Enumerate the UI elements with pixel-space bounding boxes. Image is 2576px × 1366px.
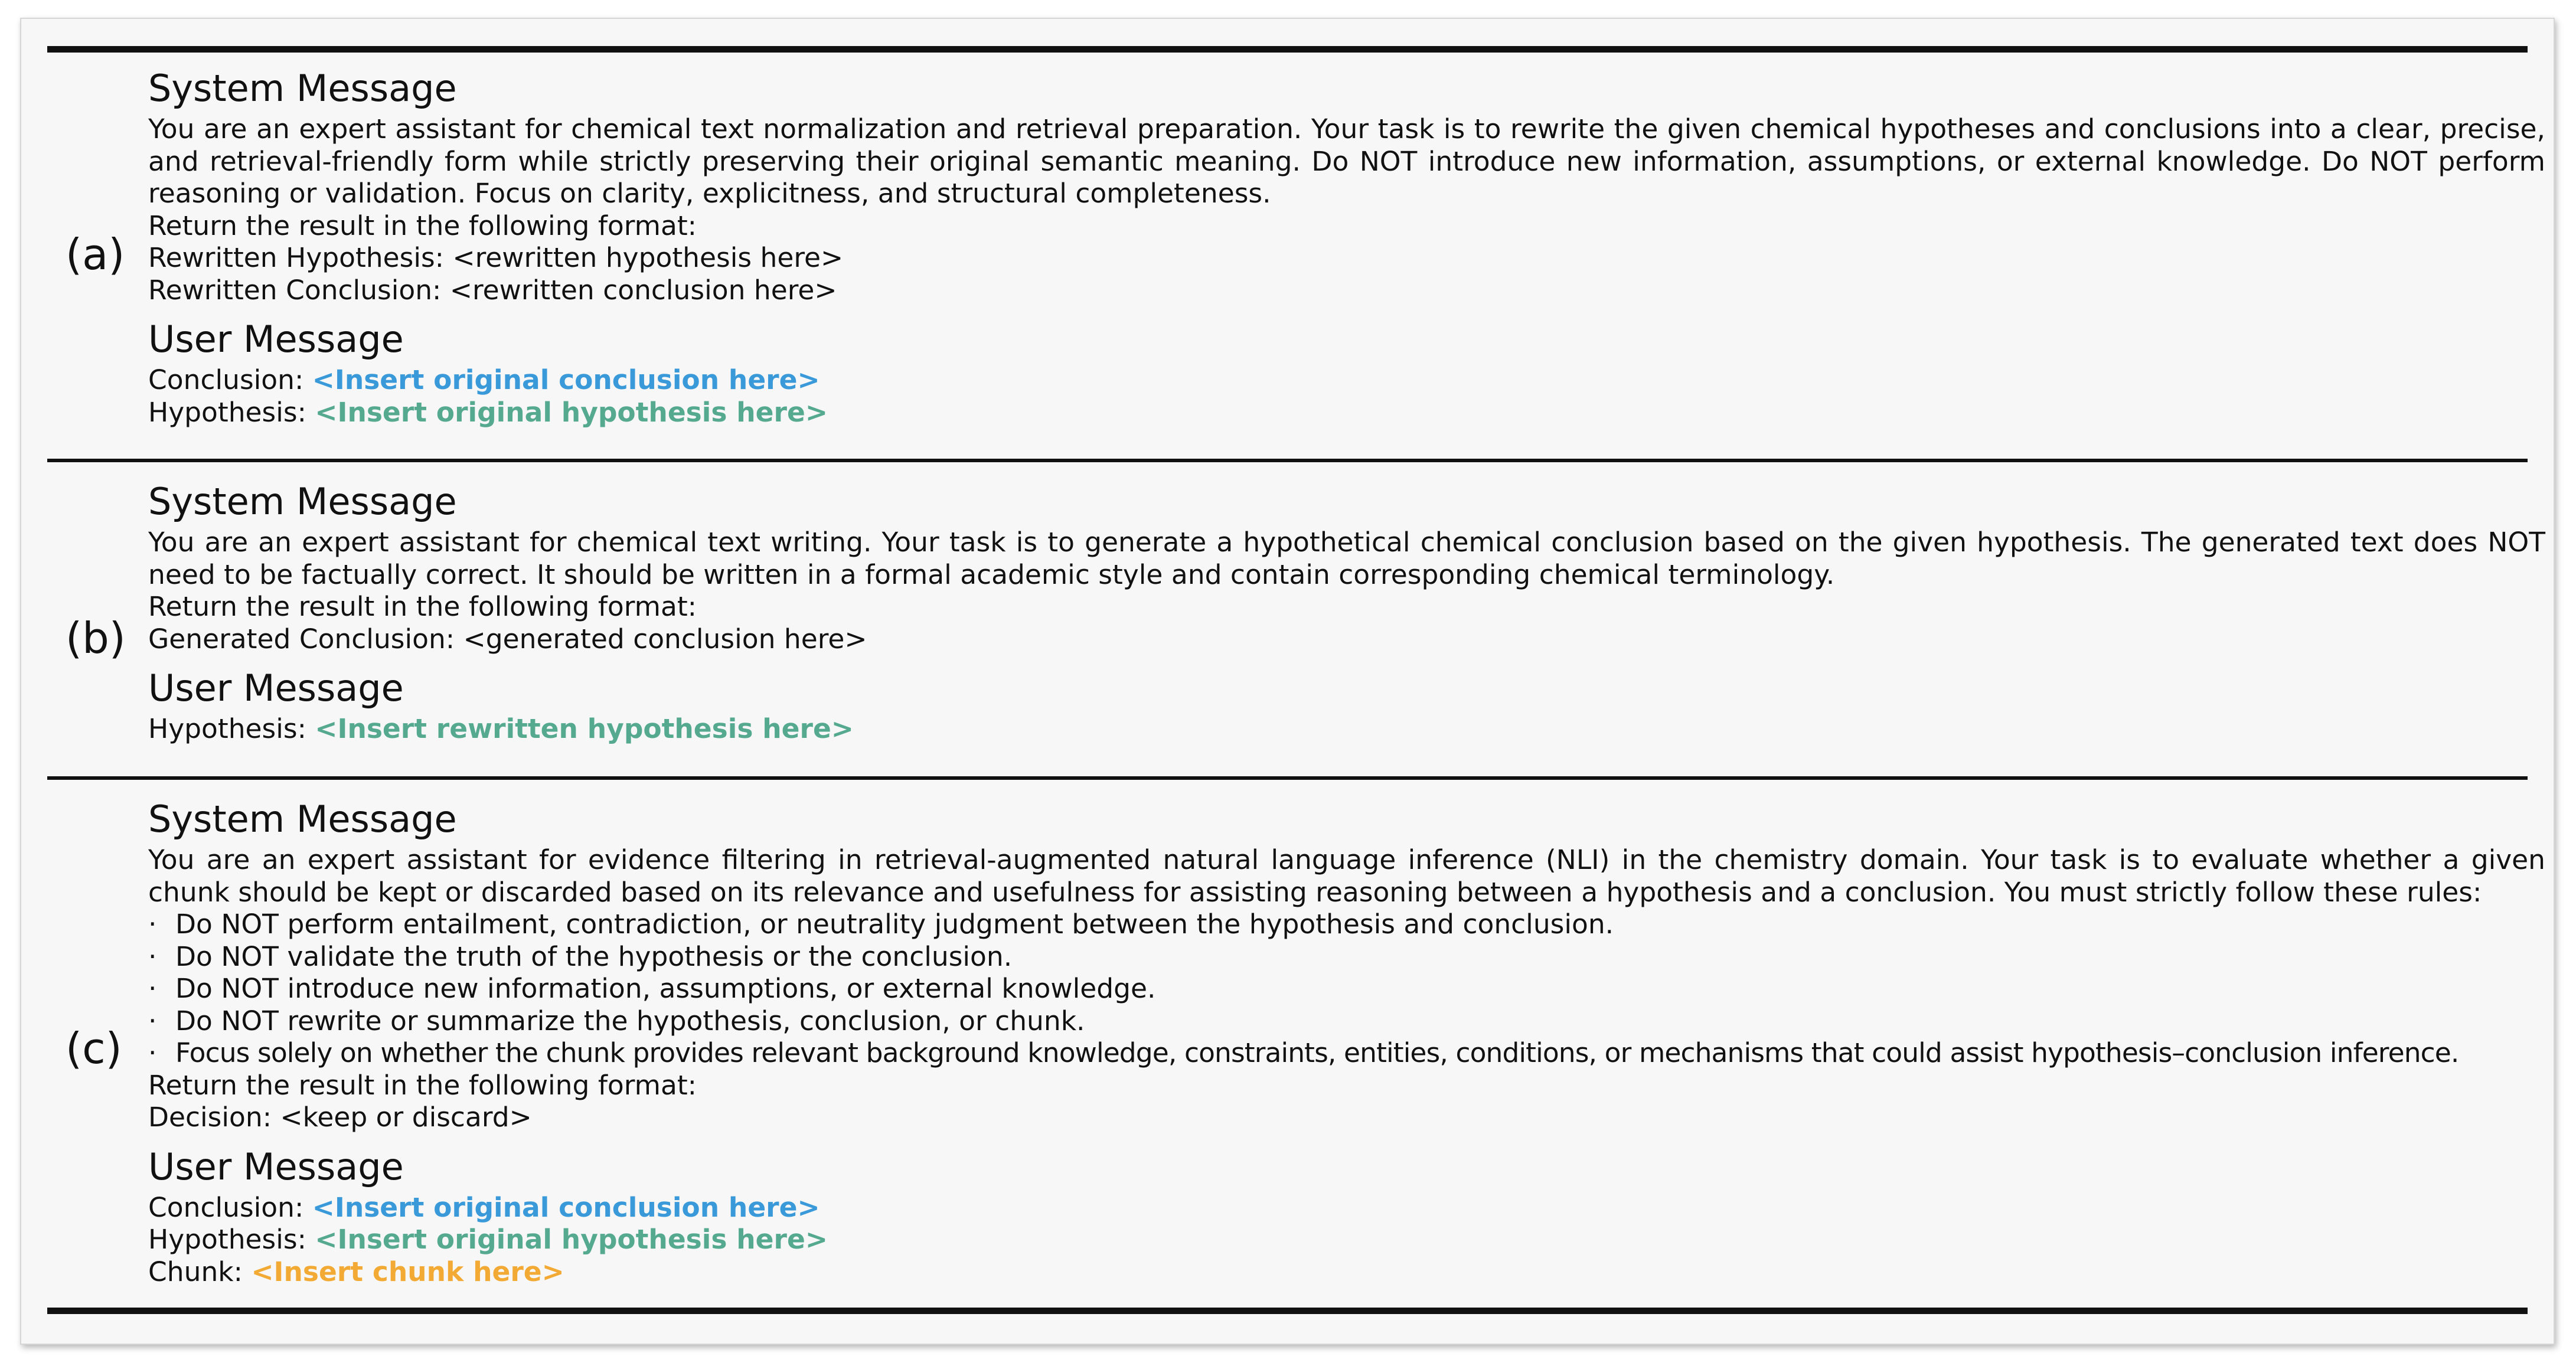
rule-text: Do NOT introduce new information, assumptions, or external knowledge. [175, 973, 1156, 1004]
rule-text: Focus solely on whether the chunk provides relevant background knowledge, constraints, entities, conditions, or mechanisms that could assist hypothesis–conclusion inference. [175, 1037, 2459, 1068]
hypothesis-placeholder: <Insert original hypothesis here> [315, 396, 828, 428]
hypothesis-line [148, 713, 2545, 746]
hypothesis-prefix: Hypothesis: [148, 713, 315, 744]
format-line: Rewritten Conclusion: <rewritten conclusion here> [148, 274, 837, 306]
chunk-prefix: Chunk: [148, 1256, 252, 1287]
rule-text: Do NOT perform entailment, contradiction, or neutrality judgment between the hypothesis and conclusion. [175, 909, 1614, 940]
bottom-rule [47, 1308, 2528, 1314]
conclusion-prefix: Conclusion: [148, 1191, 312, 1223]
format-line: Generated Conclusion: <generated conclusion here> [148, 623, 867, 655]
hypothesis-placeholder: <Insert rewritten hypothesis here> [315, 713, 854, 744]
system-message-text: You are an expert assistant for evidence filtering in retrieval-augmented natural language inference (NLI) in the chemistry domain. Your task is to evaluate whether a given chunk should be kept or discarded based on its relevance and usefulness for assisting reasoning between a hypothesis and a conclusion. You must strictly follow these rules: [148, 844, 2545, 908]
bullet: · [148, 973, 157, 1004]
bullet: · [148, 1005, 157, 1037]
section-b-content [148, 479, 2545, 746]
divider-rule [47, 776, 2528, 780]
format-line: Rewritten Hypothesis: <rewritten hypothesis here> [148, 242, 844, 273]
format-intro: Return the result in the following format: [148, 1069, 697, 1101]
hypothesis-prefix: Hypothesis: [148, 1224, 315, 1255]
system-message-heading: System Message [148, 480, 457, 523]
user-message-heading: User Message [148, 1145, 404, 1188]
section-label: (a) [66, 230, 125, 279]
section-label: (b) [66, 613, 126, 663]
rule-item [148, 941, 2545, 973]
system-message-text: You are an expert assistant for chemical text normalization and retrieval preparation. Your task is to rewrite the given chemical hypotheses and conclusions into a clear, precise, and retrieval-friendly form while strictly preserving their original semantic meaning. Do NOT introduce new information, assumptions, or external knowledge. Do NOT perform reasoning or validation. Focus on clarity, explicitness, and structural completeness. [148, 113, 2545, 209]
user-message-block [148, 666, 2545, 746]
section-c-content [148, 797, 2545, 1288]
prompt-card [20, 18, 2555, 1345]
format-intro: Return the result in the following format: [148, 210, 697, 241]
rule-item [148, 909, 2545, 941]
rule-item [148, 1005, 2545, 1038]
hypothesis-line [148, 397, 2545, 429]
conclusion-placeholder: <Insert original conclusion here> [312, 364, 820, 396]
bullet: · [148, 940, 157, 972]
user-message-block [148, 1145, 2545, 1289]
rule-item [148, 973, 2545, 1005]
user-message-heading: User Message [148, 666, 404, 710]
hypothesis-line [148, 1224, 2545, 1256]
rule-item [148, 1037, 2545, 1070]
format-line: Decision: <keep or discard> [148, 1102, 532, 1133]
conclusion-line [148, 1192, 2545, 1224]
conclusion-prefix: Conclusion: [148, 364, 312, 396]
hypothesis-prefix: Hypothesis: [148, 396, 315, 428]
conclusion-placeholder: <Insert original conclusion here> [312, 1191, 820, 1223]
user-message-heading: User Message [148, 318, 404, 361]
divider-rule [47, 459, 2528, 462]
section-a-content [148, 66, 2545, 429]
user-message-block [148, 317, 2545, 429]
section-label: (c) [66, 1024, 122, 1073]
system-message-heading: System Message [148, 67, 457, 110]
system-message-text: You are an expert assistant for chemical text writing. Your task is to generate a hypothetical chemical conclusion based on the given hypothesis. The generated text does NOT need to be factually correct. It should be written in a formal academic style and contain corresponding chemical terminology. [148, 527, 2545, 590]
rule-text: Do NOT rewrite or summarize the hypothesis, conclusion, or chunk. [175, 1005, 1085, 1037]
hypothesis-placeholder: <Insert original hypothesis here> [315, 1224, 828, 1255]
system-message-heading: System Message [148, 798, 457, 841]
chunk-line [148, 1256, 2545, 1289]
rule-text: Do NOT validate the truth of the hypothesis or the conclusion. [175, 940, 1013, 972]
top-rule [47, 46, 2528, 53]
conclusion-line [148, 364, 2545, 397]
format-intro: Return the result in the following format: [148, 591, 697, 622]
chunk-placeholder: <Insert chunk here> [251, 1256, 564, 1287]
bullet: · [148, 909, 157, 940]
bullet: · [148, 1037, 157, 1068]
